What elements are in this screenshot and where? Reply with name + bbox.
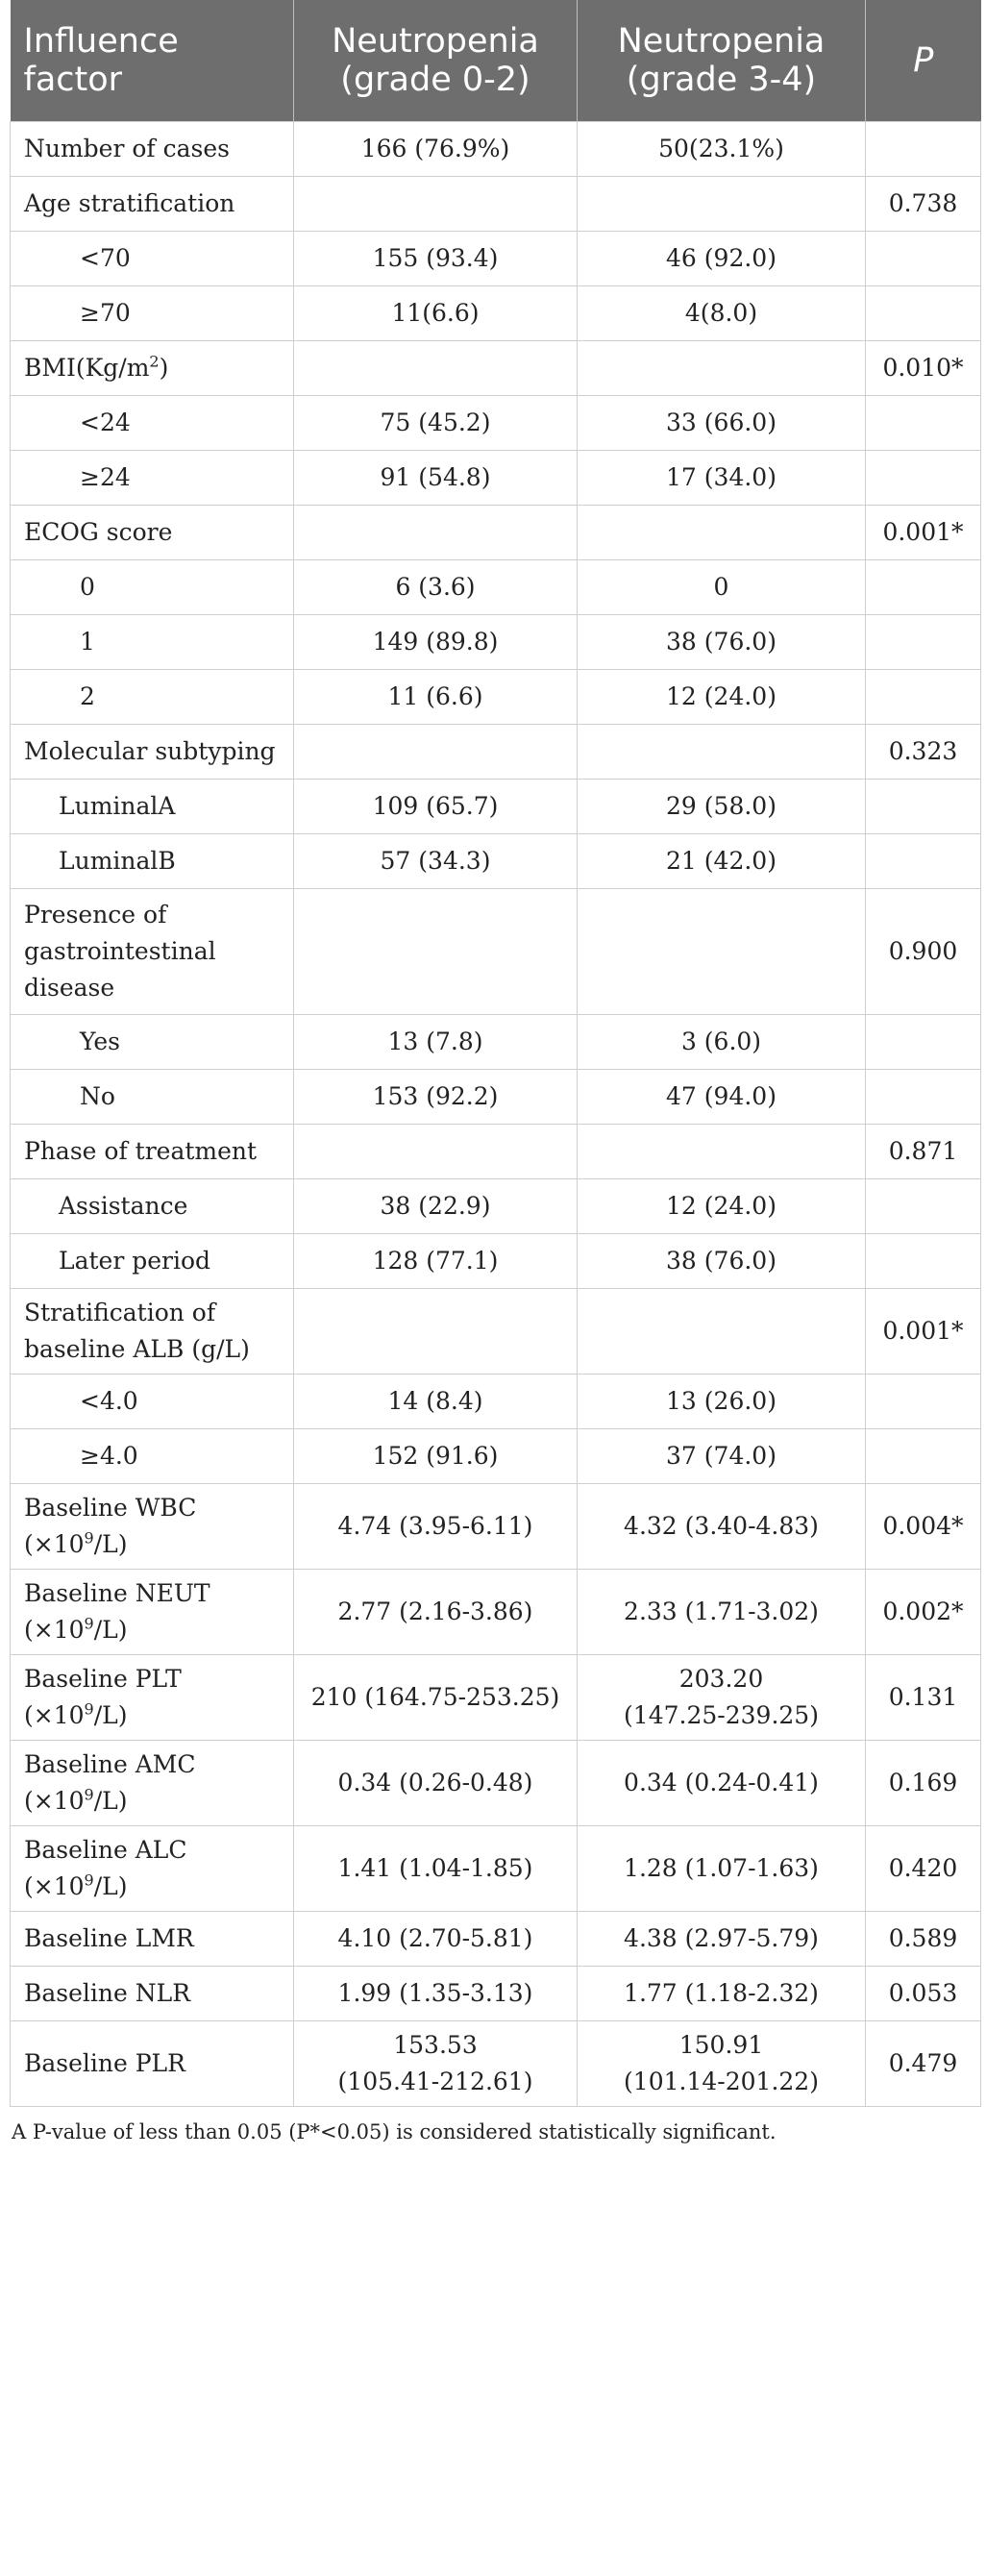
row-label (11, 341, 294, 396)
cell-grade-0-2 (294, 889, 578, 1015)
table-row (11, 725, 981, 780)
cell-p-value: 0.010* (866, 341, 981, 396)
cell-grade-3-4: 46 (92.0) (578, 232, 866, 286)
cell-value-line2: (147.25-239.25) (624, 1701, 819, 1729)
row-label-tail: /L) (93, 1872, 128, 1900)
table-row (11, 341, 981, 396)
row-label: Baseline PLR (11, 2021, 294, 2107)
table-row (11, 1741, 981, 1826)
row-label-superscript: 2 (149, 352, 160, 371)
cell-p-value: 0.004* (866, 1484, 981, 1570)
cell-p-value (866, 286, 981, 341)
cell-grade-0-2: 155 (93.4) (294, 232, 578, 286)
row-label-tail: ) (159, 354, 169, 382)
table-row (11, 1826, 981, 1912)
cell-value-line1: 153.53 (393, 2031, 478, 2059)
cell-p-value (866, 670, 981, 725)
cell-p-value (866, 396, 981, 451)
cell-p-value: 0.420 (866, 1826, 981, 1912)
row-label: ≥4.0 (11, 1429, 294, 1484)
row-label: ≥70 (11, 286, 294, 341)
cell-grade-0-2: 128 (77.1) (294, 1234, 578, 1289)
table-row (11, 1125, 981, 1179)
row-label: LuminalB (11, 834, 294, 889)
row-label: Molecular subtyping (11, 725, 294, 780)
cell-grade-0-2 (294, 725, 578, 780)
cell-grade-0-2: 153 (92.2) (294, 1070, 578, 1125)
cell-grade-0-2: 1.99 (1.35-3.13) (294, 1967, 578, 2021)
row-label-superscript: 9 (84, 1528, 94, 1548)
header-neutropenia-grade-3-4: Neutropenia (grade 3-4) (578, 0, 866, 122)
table-row (11, 1179, 981, 1234)
cell-grade-0-2 (294, 341, 578, 396)
row-label: Assistance (11, 1179, 294, 1234)
cell-p-value: 0.738 (866, 177, 981, 232)
cell-grade-0-2: 109 (65.7) (294, 780, 578, 834)
cell-grade-0-2: 152 (91.6) (294, 1429, 578, 1484)
cell-p-value: 0.900 (866, 889, 981, 1015)
row-label-line2: (×10 (24, 1787, 85, 1815)
cell-grade-3-4: 17 (34.0) (578, 451, 866, 506)
cell-p-value (866, 560, 981, 615)
cell-grade-3-4: 4.38 (2.97-5.79) (578, 1912, 866, 1967)
cell-p-value (866, 1234, 981, 1289)
cell-grade-0-2: 166 (76.9%) (294, 122, 578, 177)
influence-factor-table (10, 0, 981, 2107)
table-header-row (11, 0, 981, 122)
cell-p-value (866, 1179, 981, 1234)
header-influence-factor: Influence factor (11, 0, 294, 122)
cell-grade-3-4 (578, 2021, 866, 2107)
cell-grade-3-4: 3 (6.0) (578, 1015, 866, 1070)
row-label-line2: (×10 (24, 1872, 85, 1900)
cell-p-value (866, 1070, 981, 1125)
table-row (11, 560, 981, 615)
cell-p-value (866, 615, 981, 670)
row-label (11, 1826, 294, 1912)
cell-grade-0-2: 75 (45.2) (294, 396, 578, 451)
row-label: Number of cases (11, 122, 294, 177)
cell-p-value: 0.001* (866, 506, 981, 560)
row-label-superscript: 9 (84, 1614, 94, 1633)
cell-p-value: 0.169 (866, 1741, 981, 1826)
row-label: LuminalA (11, 780, 294, 834)
cell-grade-3-4: 1.77 (1.18-2.32) (578, 1967, 866, 2021)
table-row (11, 615, 981, 670)
cell-grade-0-2: 4.74 (3.95-6.11) (294, 1484, 578, 1570)
cell-grade-0-2: 6 (3.6) (294, 560, 578, 615)
row-label-tail: /L) (93, 1616, 128, 1644)
cell-grade-0-2: 1.41 (1.04-1.85) (294, 1826, 578, 1912)
table-row (11, 506, 981, 560)
cell-grade-0-2 (294, 1289, 578, 1375)
row-label (11, 1655, 294, 1741)
cell-p-value: 0.001* (866, 1289, 981, 1375)
row-label-line1: Baseline WBC (24, 1494, 197, 1522)
cell-grade-3-4: 0 (578, 560, 866, 615)
row-label: Presence of gastrointestinal disease (11, 889, 294, 1015)
cell-grade-3-4: 4.32 (3.40-4.83) (578, 1484, 866, 1570)
row-label: Age stratification (11, 177, 294, 232)
table-row (11, 2021, 981, 2107)
table-row (11, 780, 981, 834)
cell-p-value (866, 1429, 981, 1484)
cell-grade-3-4 (578, 889, 866, 1015)
row-label: Later period (11, 1234, 294, 1289)
row-label (11, 1741, 294, 1826)
cell-grade-3-4 (578, 1655, 866, 1741)
cell-grade-0-2: 14 (8.4) (294, 1375, 578, 1429)
cell-grade-3-4: 0.34 (0.24-0.41) (578, 1741, 866, 1826)
table-row (11, 177, 981, 232)
cell-grade-3-4 (578, 506, 866, 560)
cell-value-line1: 203.20 (678, 1665, 764, 1693)
cell-p-value (866, 780, 981, 834)
row-label-line2: (×10 (24, 1701, 85, 1729)
cell-value-line2: (105.41-212.61) (337, 2068, 533, 2095)
table-row (11, 1015, 981, 1070)
row-label-tail: /L) (93, 1530, 128, 1558)
cell-grade-0-2: 13 (7.8) (294, 1015, 578, 1070)
cell-grade-0-2: 0.34 (0.26-0.48) (294, 1741, 578, 1826)
cell-grade-0-2 (294, 2021, 578, 2107)
cell-p-value (866, 834, 981, 889)
table-row (11, 122, 981, 177)
table-row (11, 396, 981, 451)
cell-grade-3-4: 13 (26.0) (578, 1375, 866, 1429)
cell-grade-3-4: 2.33 (1.71-3.02) (578, 1570, 866, 1655)
cell-grade-3-4: 12 (24.0) (578, 1179, 866, 1234)
cell-p-value (866, 122, 981, 177)
cell-p-value: 0.131 (866, 1655, 981, 1741)
table-row (11, 451, 981, 506)
cell-grade-0-2: 57 (34.3) (294, 834, 578, 889)
table-row (11, 1429, 981, 1484)
header-p-value: P (866, 0, 981, 122)
cell-grade-3-4: 37 (74.0) (578, 1429, 866, 1484)
cell-grade-3-4: 33 (66.0) (578, 396, 866, 451)
table-row (11, 1655, 981, 1741)
row-label-line1: Baseline NEUT (24, 1579, 210, 1607)
cell-grade-3-4: 21 (42.0) (578, 834, 866, 889)
cell-grade-3-4: 38 (76.0) (578, 1234, 866, 1289)
table-row (11, 889, 981, 1015)
row-label: <4.0 (11, 1375, 294, 1429)
row-label: <70 (11, 232, 294, 286)
row-label-line2: (×10 (24, 1530, 85, 1558)
table-row (11, 1570, 981, 1655)
cell-grade-3-4 (578, 341, 866, 396)
row-label-tail: /L) (93, 1701, 128, 1729)
cell-p-value (866, 1375, 981, 1429)
cell-grade-3-4 (578, 1289, 866, 1375)
row-label-superscript: 9 (84, 1699, 94, 1719)
table-footnote: A P-value of less than 0.05 (P*<0.05) is considered statistically significant. (12, 2120, 776, 2143)
row-label: <24 (11, 396, 294, 451)
cell-value-line2: (101.14-201.22) (624, 2068, 819, 2095)
cell-p-value: 0.589 (866, 1912, 981, 1967)
cell-p-value: 0.002* (866, 1570, 981, 1655)
cell-p-value (866, 1015, 981, 1070)
cell-grade-0-2: 2.77 (2.16-3.86) (294, 1570, 578, 1655)
table-row (11, 1912, 981, 1967)
row-label: ≥24 (11, 451, 294, 506)
results-table-container (10, 0, 980, 2143)
row-label (11, 1570, 294, 1655)
cell-grade-3-4 (578, 725, 866, 780)
cell-p-value: 0.871 (866, 1125, 981, 1179)
cell-grade-3-4: 38 (76.0) (578, 615, 866, 670)
row-label: 1 (11, 615, 294, 670)
row-label: No (11, 1070, 294, 1125)
table-row (11, 1967, 981, 2021)
cell-grade-3-4 (578, 177, 866, 232)
cell-grade-0-2: 4.10 (2.70-5.81) (294, 1912, 578, 1967)
header-neutropenia-grade-0-2: Neutropenia (grade 0-2) (294, 0, 578, 122)
row-label (11, 1484, 294, 1570)
table-row (11, 670, 981, 725)
cell-grade-3-4: 1.28 (1.07-1.63) (578, 1826, 866, 1912)
row-label-line2: (×10 (24, 1616, 85, 1644)
row-label: 2 (11, 670, 294, 725)
row-label-tail: /L) (93, 1787, 128, 1815)
cell-grade-0-2: 149 (89.8) (294, 615, 578, 670)
row-label: Baseline NLR (11, 1967, 294, 2021)
cell-p-value: 0.479 (866, 2021, 981, 2107)
row-label: Phase of treatment (11, 1125, 294, 1179)
cell-grade-3-4: 12 (24.0) (578, 670, 866, 725)
cell-grade-3-4: 4(8.0) (578, 286, 866, 341)
row-label: Stratification of baseline ALB (g/L) (11, 1289, 294, 1375)
cell-grade-0-2: 11 (6.6) (294, 670, 578, 725)
table-row (11, 286, 981, 341)
row-label: Baseline LMR (11, 1912, 294, 1967)
cell-grade-0-2 (294, 506, 578, 560)
cell-grade-3-4: 29 (58.0) (578, 780, 866, 834)
cell-p-value: 0.053 (866, 1967, 981, 2021)
cell-p-value (866, 451, 981, 506)
cell-grade-0-2: 11(6.6) (294, 286, 578, 341)
cell-grade-0-2: 91 (54.8) (294, 451, 578, 506)
cell-p-value (866, 232, 981, 286)
row-label-line1: Baseline AMC (24, 1750, 196, 1778)
row-label: ECOG score (11, 506, 294, 560)
cell-grade-0-2: 210 (164.75-253.25) (294, 1655, 578, 1741)
cell-grade-3-4: 50(23.1%) (578, 122, 866, 177)
table-row (11, 1484, 981, 1570)
table-row (11, 1375, 981, 1429)
table-row (11, 1234, 981, 1289)
row-label-text: BMI(Kg/m (24, 354, 150, 382)
cell-grade-0-2: 38 (22.9) (294, 1179, 578, 1234)
row-label: Yes (11, 1015, 294, 1070)
row-label-line1: Baseline ALC (24, 1836, 187, 1864)
cell-grade-3-4: 47 (94.0) (578, 1070, 866, 1125)
cell-grade-0-2 (294, 177, 578, 232)
row-label-superscript: 9 (84, 1870, 94, 1890)
cell-p-value: 0.323 (866, 725, 981, 780)
row-label-superscript: 9 (84, 1785, 94, 1804)
table-row (11, 834, 981, 889)
cell-grade-3-4 (578, 1125, 866, 1179)
table-row (11, 1289, 981, 1375)
cell-value-line1: 150.91 (678, 2031, 764, 2059)
table-row (11, 1070, 981, 1125)
row-label-line1: Baseline PLT (24, 1665, 182, 1693)
row-label: 0 (11, 560, 294, 615)
table-row (11, 232, 981, 286)
cell-grade-0-2 (294, 1125, 578, 1179)
